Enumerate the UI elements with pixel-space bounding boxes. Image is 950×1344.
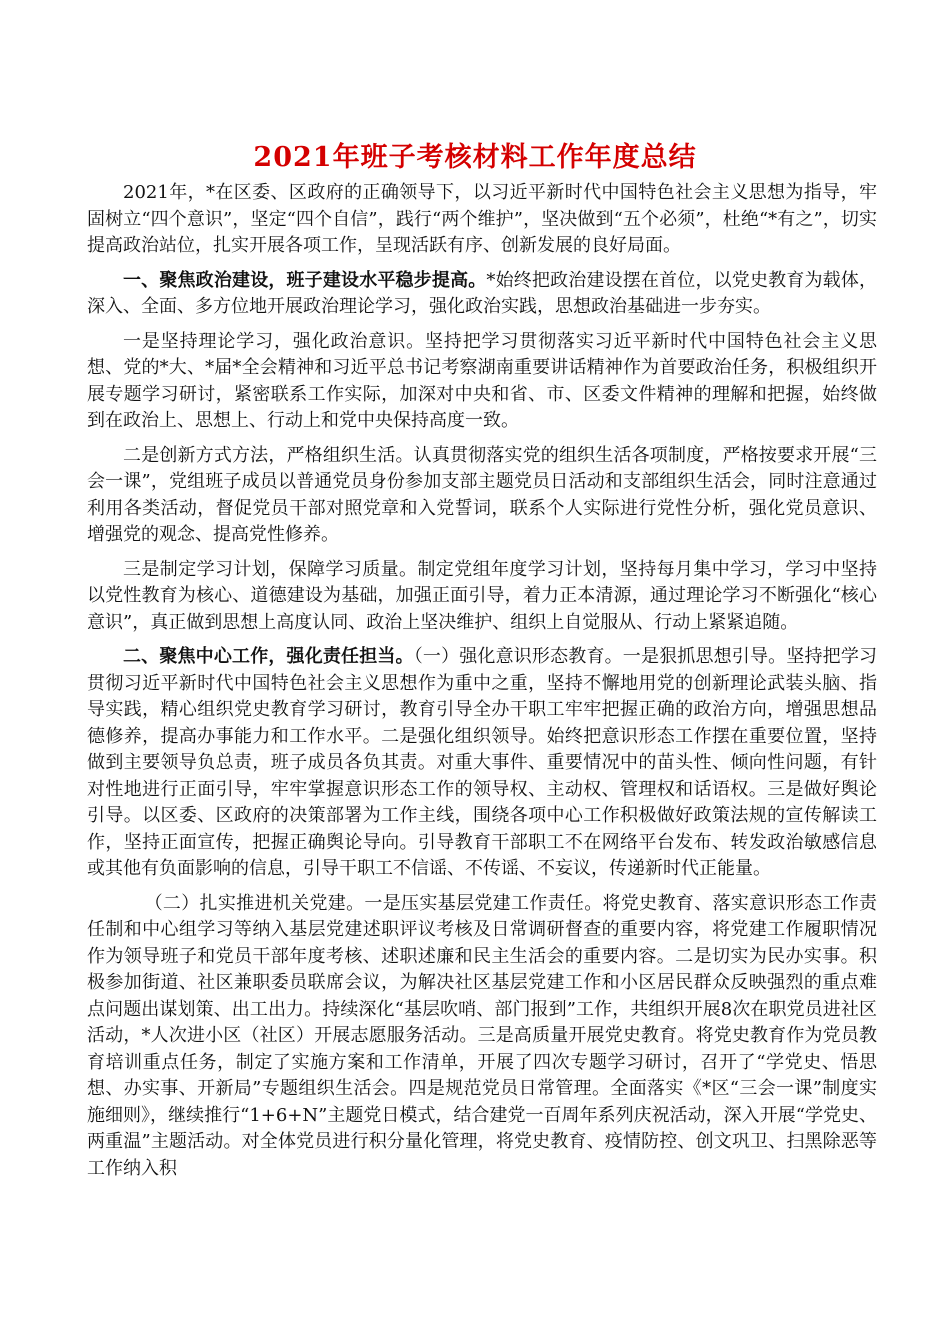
paragraph-section-1	[87, 268, 877, 321]
paragraph-section-2	[87, 644, 877, 883]
section-heading: 二、聚焦中心工作，强化责任担当。	[123, 646, 414, 667]
document-title: 2021年班子考核材料工作年度总结	[253, 142, 697, 173]
paragraph-text: （一）强化意识形态教育。一是狠抓思想引导。坚持把学习贯彻习近平新时代中国特色社会主义思想作为重中之重，坚持不懈地用党的创新理论武装头脑、指导实践，精心组织党史教育学习研讨，教育引导全办干职工牢牢把握正确的政治方向，增强思想品德修养，提高办事能力和工作水平。二是强化组织领导。始终把意识形态工作摆在重要位置，坚持做到主要领导负总责，班子成员各负其责。对重大事件、重要情况中的苗头性、倾向性问题，有针对性地进行正面引导，牢牢掌握意识形态工作的领导权、主动权、管理权和话语权。三是做好舆论引导。以区委、区政府的决策部署为工作主线，围绕各项中心工作积极做好政策法规的宣传解读工作，坚持正面宣传，把握正确舆论导向。引导教育干部职工不在网络平台发布、转发政治敏感信息或其他有负面影响的信息，引导干职工不信谣、不传谣、不妄议，传递新时代正能量。	[87, 646, 877, 879]
paragraph-text: *始终把政治建设摆在首位，以党史教育为载体，深入、全面、多方位地开展政治理论学习，强化政治实践，思想政治基础进一步夯实。	[87, 269, 878, 317]
paragraph-text: 三是制定学习计划，保障学习质量。制定党组年度学习计划，坚持每月集中学习，学习中坚持以党性教育为核心、道德建设为基础，加强正面引导，着力正本清源，通过理论学习不断强化“核心意识”，真正做到思想上高度认同、政治上坚决维护、组织上自觉服从、行动上紧紧追随。	[87, 558, 877, 633]
paragraph-text: （二）扎实推进机关党建。一是压实基层党建工作责任。将党史教育、落实意识形态工作责任制和中心组学习等纳入基层党建述职评议考核及日常调研督查的重要内容，将党建工作履职情况作为领导班子和党员干部年度考核、述职述廉和民主生活会的重要内容。二是切实为民办实事。积极参加街道、社区兼职委员联席会议，为解决社区基层党建工作和小区居民群众反映强烈的重点难点问题出谋划策、出工出力。持续深化“基层吹哨、部门报到”工作，共组织开展8次在职党员进社区活动，*人次进小区（社区）开展志愿服务活动。三是高质量开展党史教育。将党史教育作为党员教育培训重点任务，制定了实施方案和工作清单，开展了四次专题学习研讨，召开了“学党史、悟思想、办实事、开新局”专题组织生活会。四是规范党员日常管理。全面落实《*区“三会一课”制度实施细则》，继续推行“1+6+N”主题党日模式，结合建党一百周年系列庆祝活动，深入开展“学党史、两重温”主题活动。对全体党员进行积分量化管理，将党史教育、疫情防控、创文巩卫、扫黑除恶等工作纳入积	[87, 892, 877, 1179]
paragraph-text: 二是创新方式方法，严格组织生活。认真贯彻落实党的组织生活各项制度，严格按要求开展“三会一课”，党组班子成员以普通党员身份参加支部主题党员日活动和支部组织生活会，同时注意通过利用各类活动，督促党员干部对照党章和入党誓词，联系个人实际进行党性分析，强化党员意识、增强党的观念、提高党性修养。	[87, 444, 877, 545]
paragraph-text: 2021年，*在区委、区政府的正确领导下，以习近平新时代中国特色社会主义思想为指导，牢固树立“四个意识”，坚定“四个自信”，践行“两个维护”，坚决做到“五个必须”，杜绝“*有之”，切实提高政治站位，扎实开展各项工作，呈现活跃有序、创新发展的良好局面。	[87, 182, 877, 256]
paragraph-item-3	[87, 557, 877, 637]
paragraph-intro	[87, 180, 877, 260]
paragraph-item-1	[87, 329, 877, 435]
paragraph-text: 一是坚持理论学习，强化政治意识。坚持把学习贯彻落实习近平新时代中国特色社会主义思想、党的*大、*届*全会精神和习近平总书记考察湖南重要讲话精神作为首要政治任务，积极组织开展专题学习研讨，紧密联系工作实际，加深对中央和省、市、区委文件精神的理解和把握，始终做到在政治上、思想上、行动上和党中央保持高度一致。	[87, 330, 877, 431]
paragraph-item-2	[87, 443, 877, 549]
document-body	[87, 180, 877, 1190]
section-heading: 一、聚焦政治建设，班子建设水平稳步提高。	[123, 269, 487, 291]
paragraph-subsection-2	[87, 891, 877, 1183]
